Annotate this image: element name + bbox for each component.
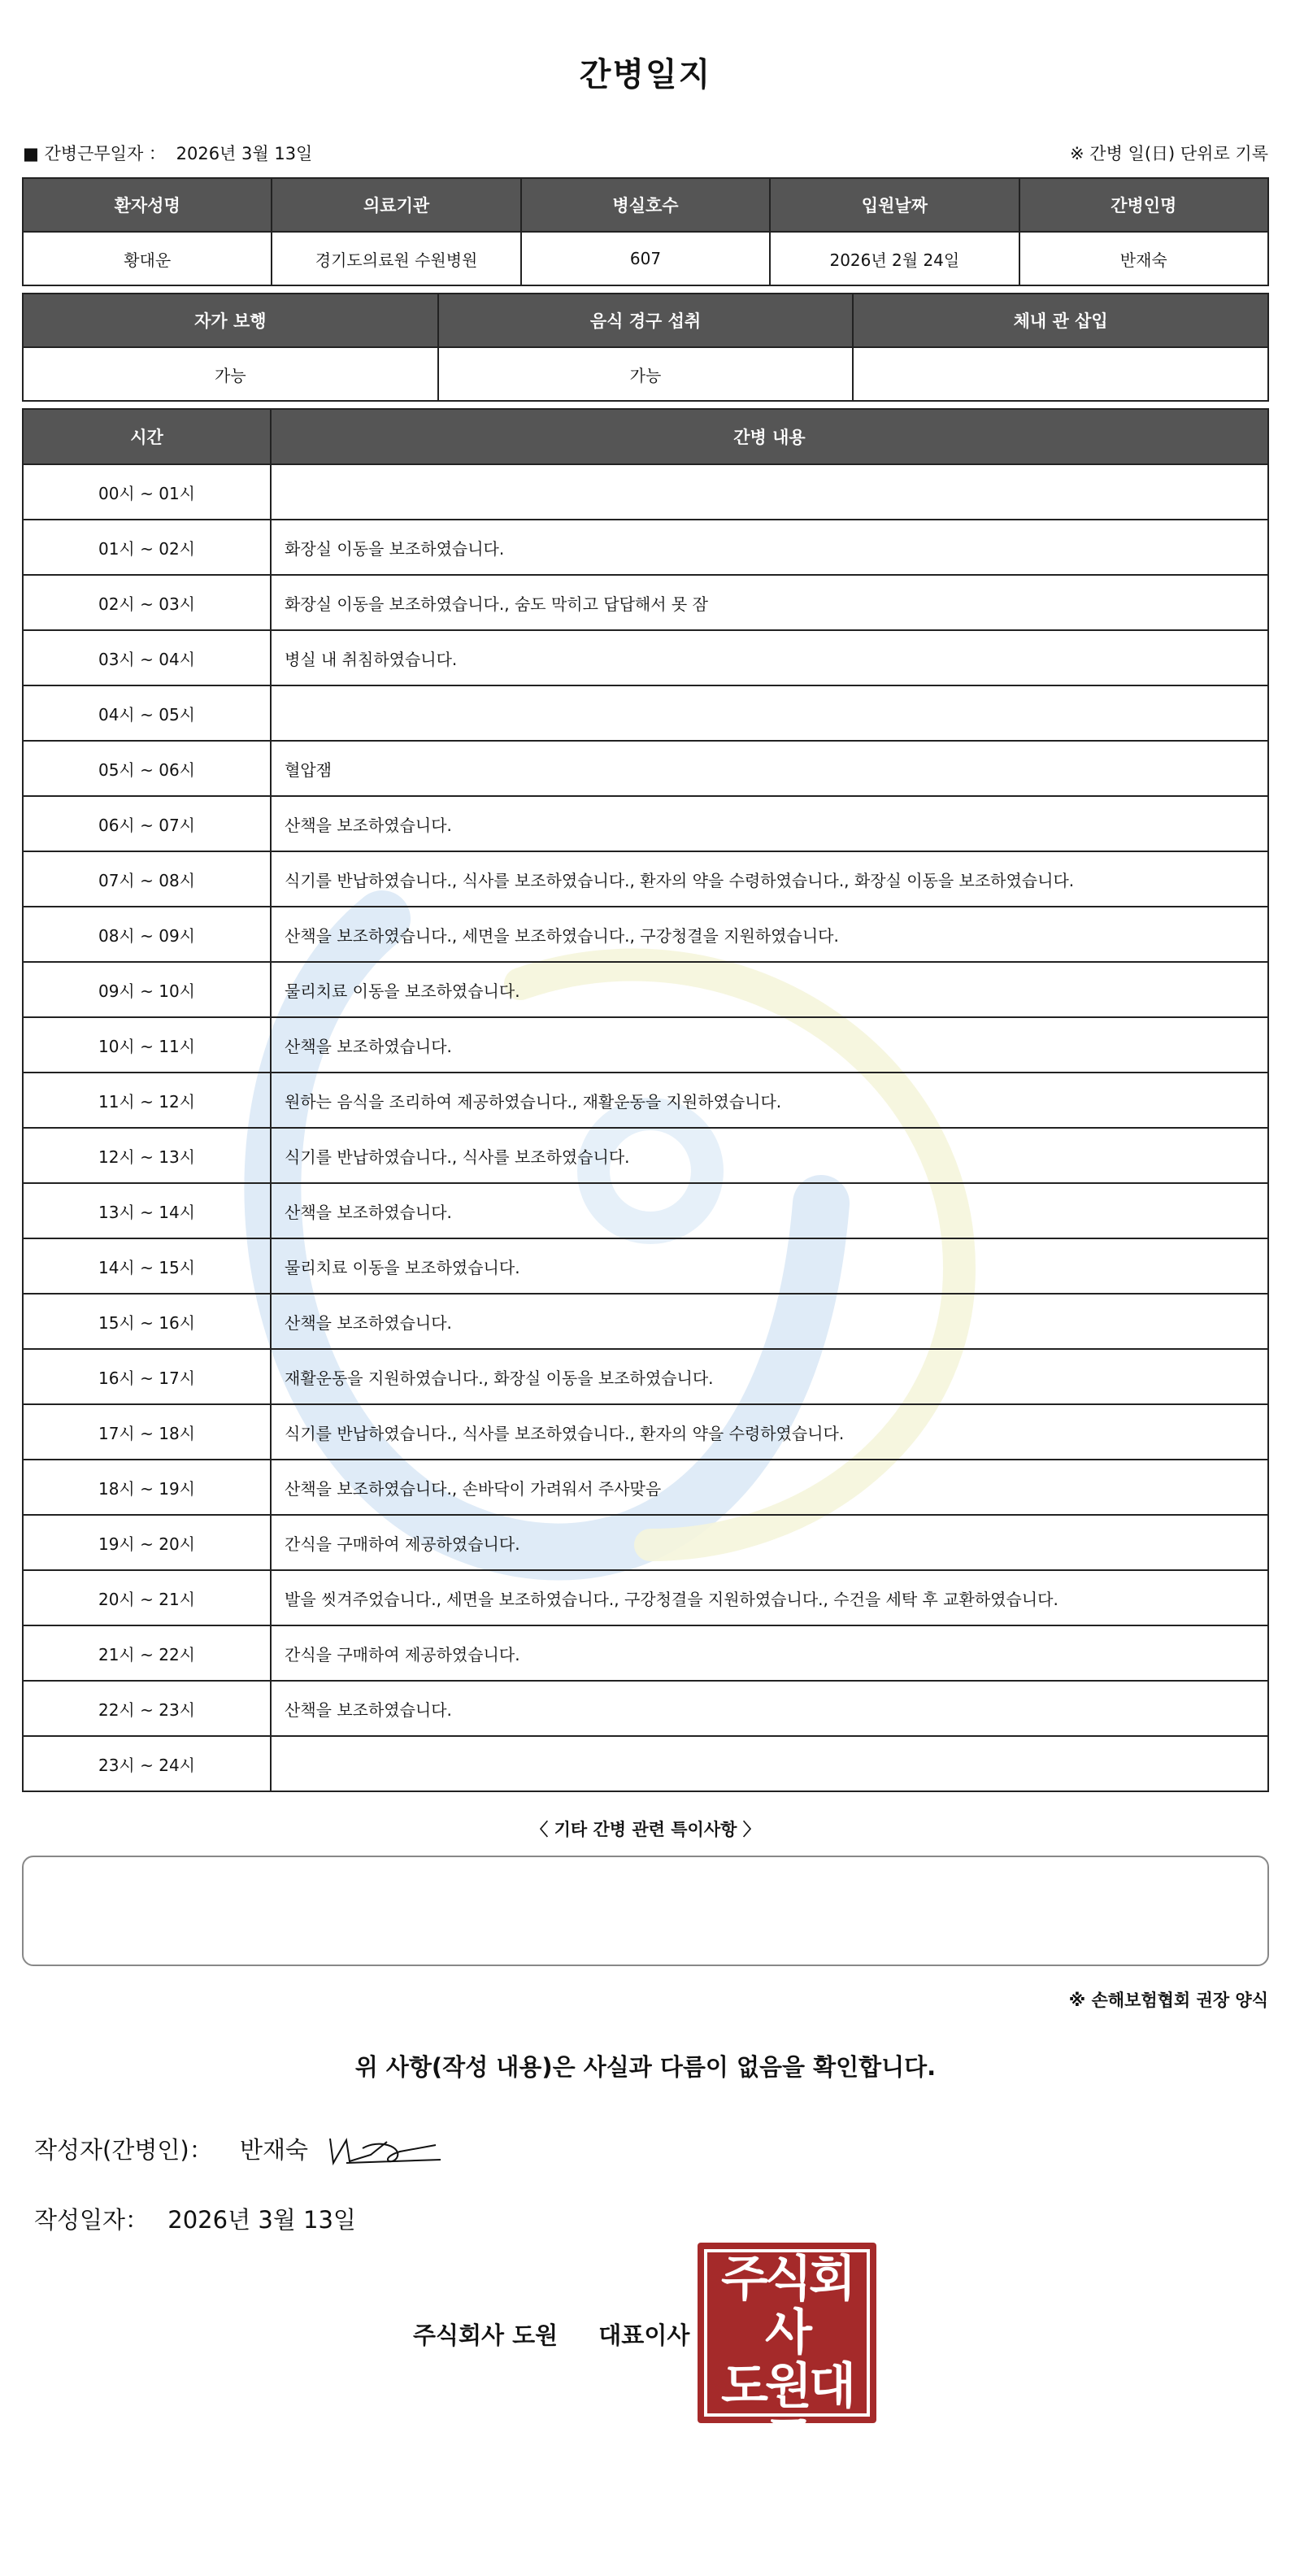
log-content: 식기를 반납하였습니다., 식사를 보조하였습니다., 환자의 약을 수령하였습니다.	[271, 1404, 1268, 1460]
log-content	[271, 1736, 1268, 1791]
log-content: 재활운동을 지원하였습니다., 화장실 이동을 보조하였습니다.	[271, 1349, 1268, 1404]
log-time: 12시 ~ 13시	[23, 1128, 271, 1183]
header-tube-insertion: 체내 관 삽입	[853, 294, 1268, 347]
log-content: 산책을 보조하였습니다., 세면을 보조하였습니다., 구강청결을 지원하였습니다.	[271, 907, 1268, 962]
stamp-border	[704, 2249, 870, 2576]
log-time: 14시 ~ 15시	[23, 1238, 271, 1294]
recommend-form-note: ※ 손해보험협회 권장 양식	[1068, 1991, 1268, 2010]
written-date-value: 2026년 3월 13일	[167, 2206, 356, 2234]
care-log-row	[23, 520, 1268, 575]
log-time: 21시 ~ 22시	[23, 1625, 271, 1681]
stamp-line-2: 도원대표	[721, 2358, 853, 2469]
log-time: 00시 ~ 01시	[23, 464, 271, 520]
log-content: 화장실 이동을 보조하였습니다., 숨도 막히고 답답해서 못 잠	[271, 575, 1268, 630]
room-number: 607	[521, 232, 770, 285]
care-log-row	[23, 1073, 1268, 1128]
care-log-row	[23, 1736, 1268, 1791]
log-content: 산책을 보조하였습니다.	[271, 1294, 1268, 1349]
log-time: 17시 ~ 18시	[23, 1404, 271, 1460]
log-time: 20시 ~ 21시	[23, 1570, 271, 1625]
log-time: 06시 ~ 07시	[23, 796, 271, 851]
care-log-row	[23, 1017, 1268, 1073]
company-signature	[413, 2317, 722, 2351]
care-log-row	[23, 1625, 1268, 1681]
header-time: 시간	[23, 409, 271, 464]
care-log-row	[23, 1515, 1268, 1570]
company-role: 대표이사	[598, 2321, 690, 2349]
status-header	[23, 294, 1268, 347]
log-content	[271, 685, 1268, 741]
log-time: 01시 ~ 02시	[23, 520, 271, 575]
stamp-line-1: 주식회사	[721, 2251, 853, 2361]
log-content: 화장실 이동을 보조하였습니다.	[271, 520, 1268, 575]
log-content	[271, 464, 1268, 520]
log-content: 발을 씻겨주었습니다., 세면을 보조하였습니다., 구강청결을 지원하였습니다., 수건을 세탁 후 교환하였습니다.	[271, 1570, 1268, 1625]
record-unit-note: ※ 간병 일(日) 단위로 기록	[1070, 144, 1268, 163]
log-content: 원하는 음식을 조리하여 제공하였습니다., 재활운동을 지원하였습니다.	[271, 1073, 1268, 1128]
log-time: 07시 ~ 08시	[23, 851, 271, 907]
log-content: 산책을 보조하였습니다.	[271, 1183, 1268, 1238]
tube-insertion-value	[853, 347, 1268, 401]
log-content: 산책을 보조하였습니다.	[271, 1681, 1268, 1736]
log-time: 09시 ~ 10시	[23, 962, 271, 1017]
log-content: 간식을 구매하여 제공하였습니다.	[271, 1515, 1268, 1570]
header-walking: 자가 보행	[23, 294, 438, 347]
header-hospital: 의료기관	[272, 178, 520, 232]
log-time: 22시 ~ 23시	[23, 1681, 271, 1736]
log-content: 병실 내 취침하였습니다.	[271, 630, 1268, 685]
care-log-row	[23, 575, 1268, 630]
care-log-row	[23, 851, 1268, 907]
log-content: 산책을 보조하였습니다.	[271, 1017, 1268, 1073]
log-time: 19시 ~ 20시	[23, 1515, 271, 1570]
care-log-row	[23, 1681, 1268, 1736]
log-content: 식기를 반납하였습니다., 식사를 보조하였습니다., 환자의 약을 수령하였습니다., 화장실 이동을 보조하였습니다.	[271, 851, 1268, 907]
care-log-row	[23, 685, 1268, 741]
oral-intake-value: 가능	[438, 347, 854, 401]
writer-label: 작성자(간병인)：	[34, 2136, 213, 2164]
care-log-row	[23, 907, 1268, 962]
patient-info-values	[23, 232, 1268, 285]
header-patient-name: 환자성명	[23, 178, 272, 232]
log-time: 04시 ~ 05시	[23, 685, 271, 741]
log-time: 16시 ~ 17시	[23, 1349, 271, 1404]
company-seal-stamp	[698, 2243, 876, 2576]
care-log-header	[23, 409, 1268, 464]
hospital-name: 경기도의료원 수원병원	[272, 232, 520, 285]
care-log-table	[22, 408, 1269, 1792]
admission-date: 2026년 2월 24일	[770, 232, 1019, 285]
care-log-row	[23, 630, 1268, 685]
patient-name: 황대운	[23, 232, 272, 285]
header-room: 병실호수	[521, 178, 770, 232]
log-content: 식기를 반납하였습니다., 식사를 보조하였습니다.	[271, 1128, 1268, 1183]
patient-info-table	[22, 177, 1269, 286]
care-log-row	[23, 962, 1268, 1017]
patient-info-header	[23, 178, 1268, 232]
care-log-row	[23, 1349, 1268, 1404]
log-time: 05시 ~ 06시	[23, 741, 271, 796]
log-content: 물리치료 이동을 보조하였습니다.	[271, 962, 1268, 1017]
walking-value: 가능	[23, 347, 438, 401]
log-content: 물리치료 이동을 보조하였습니다.	[271, 1238, 1268, 1294]
header-care-content: 간병 내용	[271, 409, 1268, 464]
care-log-row	[23, 796, 1268, 851]
work-date-value: 2026년 3월 13일	[176, 144, 313, 163]
written-date-row	[34, 2202, 356, 2235]
log-time: 23시 ~ 24시	[23, 1736, 271, 1791]
log-time: 18시 ~ 19시	[23, 1460, 271, 1515]
special-notes-box	[22, 1856, 1269, 1966]
header-oral-intake: 음식 경구 섭취	[438, 294, 854, 347]
stamp-line-3: 이사의인	[721, 2465, 853, 2576]
care-log-row	[23, 1460, 1268, 1515]
writer-name: 반재숙	[239, 2136, 308, 2164]
log-time: 10시 ~ 11시	[23, 1017, 271, 1073]
care-log-row	[23, 1128, 1268, 1183]
log-content: 산책을 보조하였습니다., 손바닥이 가려워서 주사맞음	[271, 1460, 1268, 1515]
care-log-row	[23, 1294, 1268, 1349]
meta-row	[23, 138, 1268, 168]
log-time: 03시 ~ 04시	[23, 630, 271, 685]
caregiver-name: 반재숙	[1019, 232, 1268, 285]
care-log-row	[23, 1183, 1268, 1238]
writer-row	[34, 2132, 308, 2165]
log-time: 15시 ~ 16시	[23, 1294, 271, 1349]
log-time: 11시 ~ 12시	[23, 1073, 271, 1128]
log-content: 간식을 구매하여 제공하였습니다.	[271, 1625, 1268, 1681]
written-date-label: 작성일자：	[34, 2206, 150, 2234]
header-caregiver: 간병인명	[1019, 178, 1268, 232]
page-title: 간병일지	[579, 56, 712, 94]
signature-image	[322, 2130, 444, 2171]
log-content: 산책을 보조하였습니다.	[271, 796, 1268, 851]
status-values	[23, 347, 1268, 401]
care-log-row	[23, 464, 1268, 520]
log-time: 08시 ~ 09시	[23, 907, 271, 962]
log-content: 혈압잼	[271, 741, 1268, 796]
care-log-row	[23, 741, 1268, 796]
log-time: 02시 ~ 03시	[23, 575, 271, 630]
care-log-row	[23, 1238, 1268, 1294]
care-log-row	[23, 1570, 1268, 1625]
confirm-statement: 위 사항(작성 내용)은 사실과 다름이 없음을 확인합니다.	[354, 2053, 937, 2081]
work-date-label: ■ 간병근무일자 ：	[23, 144, 166, 163]
log-time: 13시 ~ 14시	[23, 1183, 271, 1238]
care-log-row	[23, 1404, 1268, 1460]
company-name: 주식회사 도원	[413, 2321, 559, 2349]
special-notes-title: 〈 기타 간병 관련 특이사항 〉	[531, 1820, 760, 1839]
work-date	[23, 141, 317, 165]
patient-status-table	[22, 293, 1269, 402]
header-admission-date: 입원날짜	[770, 178, 1019, 232]
